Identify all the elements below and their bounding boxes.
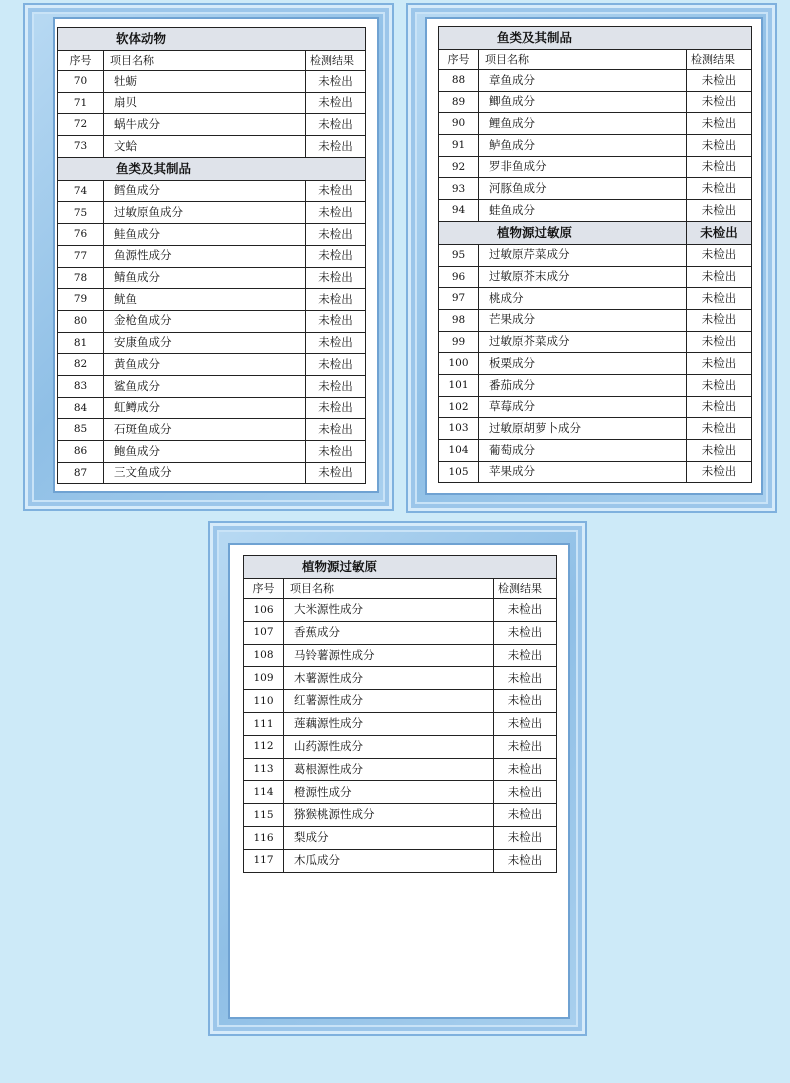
test-result: 未检出 bbox=[306, 267, 366, 289]
test-result: 未检出 bbox=[494, 781, 557, 804]
row-number: 71 bbox=[58, 92, 104, 114]
table-row bbox=[58, 92, 366, 114]
table-row bbox=[58, 202, 366, 224]
test-result: 未检出 bbox=[687, 156, 752, 178]
row-number: 88 bbox=[439, 70, 479, 92]
table-row bbox=[439, 200, 752, 222]
row-number: 109 bbox=[244, 667, 284, 690]
test-result: 未检出 bbox=[687, 418, 752, 440]
test-result: 未检出 bbox=[687, 353, 752, 375]
table-row bbox=[58, 354, 366, 376]
item-name: 过敏原芹菜成分 bbox=[479, 244, 687, 266]
frame-2 bbox=[406, 3, 777, 513]
test-result: 未检出 bbox=[687, 266, 752, 288]
item-name: 鲤鱼成分 bbox=[479, 113, 687, 135]
row-number: 110 bbox=[244, 690, 284, 713]
test-result: 未检出 bbox=[306, 289, 366, 311]
row-number: 99 bbox=[439, 331, 479, 353]
item-name: 木瓜成分 bbox=[284, 849, 494, 872]
test-result: 未检出 bbox=[687, 244, 752, 266]
item-name: 鱼源性成分 bbox=[104, 245, 306, 267]
section-title: 鱼类及其制品 bbox=[439, 27, 752, 50]
table-row bbox=[244, 712, 557, 735]
item-name: 文蛤 bbox=[104, 136, 306, 158]
table-row bbox=[58, 462, 366, 484]
table-row bbox=[439, 113, 752, 135]
item-name: 鲨鱼成分 bbox=[104, 375, 306, 397]
test-result: 未检出 bbox=[306, 462, 366, 484]
item-name: 蛙鱼成分 bbox=[479, 200, 687, 222]
test-result: 未检出 bbox=[306, 397, 366, 419]
row-number: 86 bbox=[58, 441, 104, 463]
test-result: 未检出 bbox=[494, 826, 557, 849]
test-result: 未检出 bbox=[687, 396, 752, 418]
row-number: 74 bbox=[58, 180, 104, 202]
section-title-row bbox=[58, 157, 366, 180]
col-header-result: 检测结果 bbox=[494, 579, 557, 599]
row-number: 76 bbox=[58, 224, 104, 246]
table-row bbox=[439, 396, 752, 418]
test-result: 未检出 bbox=[687, 374, 752, 396]
row-number: 84 bbox=[58, 397, 104, 419]
item-name: 石斑鱼成分 bbox=[104, 419, 306, 441]
item-name: 牡蛎 bbox=[104, 71, 306, 93]
item-name: 梨成分 bbox=[284, 826, 494, 849]
table-row bbox=[58, 310, 366, 332]
test-result: 未检出 bbox=[687, 200, 752, 222]
row-number: 103 bbox=[439, 418, 479, 440]
table-row bbox=[439, 309, 752, 331]
test-result: 未检出 bbox=[494, 667, 557, 690]
table-row bbox=[58, 180, 366, 202]
test-result: 未检出 bbox=[687, 440, 752, 462]
test-result: 未检出 bbox=[494, 804, 557, 827]
row-number: 83 bbox=[58, 375, 104, 397]
item-name: 草莓成分 bbox=[479, 396, 687, 418]
col-header-num: 序号 bbox=[439, 50, 479, 70]
table-row bbox=[58, 289, 366, 311]
test-result: 未检出 bbox=[306, 224, 366, 246]
table-row bbox=[58, 375, 366, 397]
section-title: 软体动物 bbox=[58, 28, 366, 51]
row-number: 108 bbox=[244, 644, 284, 667]
section-title-row bbox=[244, 556, 557, 579]
item-name: 板栗成分 bbox=[479, 353, 687, 375]
test-result: 未检出 bbox=[494, 621, 557, 644]
allergen-table-3 bbox=[243, 555, 557, 873]
row-number: 79 bbox=[58, 289, 104, 311]
row-number: 115 bbox=[244, 804, 284, 827]
test-result: 未检出 bbox=[687, 288, 752, 310]
table-row bbox=[439, 374, 752, 396]
row-number: 81 bbox=[58, 332, 104, 354]
test-result: 未检出 bbox=[306, 180, 366, 202]
test-result: 未检出 bbox=[687, 91, 752, 113]
item-name: 猕猴桃源性成分 bbox=[284, 804, 494, 827]
section-title: 植物源过敏原 bbox=[439, 221, 687, 244]
item-name: 葡萄成分 bbox=[479, 440, 687, 462]
section-result: 未检出 bbox=[687, 221, 752, 244]
test-result: 未检出 bbox=[306, 441, 366, 463]
table-row bbox=[244, 758, 557, 781]
item-name: 金枪鱼成分 bbox=[104, 310, 306, 332]
table-row bbox=[58, 245, 366, 267]
item-name: 鲭鱼成分 bbox=[104, 267, 306, 289]
row-number: 85 bbox=[58, 419, 104, 441]
row-number: 89 bbox=[439, 91, 479, 113]
row-number: 98 bbox=[439, 309, 479, 331]
item-name: 过敏原胡萝卜成分 bbox=[479, 418, 687, 440]
table-row bbox=[439, 288, 752, 310]
col-header-result: 检测结果 bbox=[306, 51, 366, 71]
table-row bbox=[439, 418, 752, 440]
row-number: 107 bbox=[244, 621, 284, 644]
table-row bbox=[439, 135, 752, 157]
test-result: 未检出 bbox=[494, 735, 557, 758]
table-row bbox=[439, 461, 752, 483]
section-title-row bbox=[439, 221, 752, 244]
item-name: 马铃薯源性成分 bbox=[284, 644, 494, 667]
row-number: 87 bbox=[58, 462, 104, 484]
item-name: 过敏原芥菜成分 bbox=[479, 331, 687, 353]
item-name: 黄鱼成分 bbox=[104, 354, 306, 376]
item-name: 桃成分 bbox=[479, 288, 687, 310]
test-result: 未检出 bbox=[306, 92, 366, 114]
table-row bbox=[58, 397, 366, 419]
table-row bbox=[439, 91, 752, 113]
row-number: 101 bbox=[439, 374, 479, 396]
col-header-num: 序号 bbox=[58, 51, 104, 71]
row-number: 72 bbox=[58, 114, 104, 136]
table-row bbox=[58, 332, 366, 354]
table-row bbox=[244, 826, 557, 849]
test-result: 未检出 bbox=[494, 712, 557, 735]
test-result: 未检出 bbox=[494, 644, 557, 667]
item-name: 鲫鱼成分 bbox=[479, 91, 687, 113]
test-result: 未检出 bbox=[306, 375, 366, 397]
test-result: 未检出 bbox=[494, 690, 557, 713]
item-name: 安康鱼成分 bbox=[104, 332, 306, 354]
item-name: 番茄成分 bbox=[479, 374, 687, 396]
table-row bbox=[439, 266, 752, 288]
table-row bbox=[244, 849, 557, 872]
paper-sheet-2 bbox=[427, 19, 761, 493]
column-header-row bbox=[244, 579, 557, 599]
test-result: 未检出 bbox=[494, 758, 557, 781]
item-name: 鱿鱼 bbox=[104, 289, 306, 311]
col-header-name: 项目名称 bbox=[104, 51, 306, 71]
row-number: 106 bbox=[244, 599, 284, 622]
row-number: 100 bbox=[439, 353, 479, 375]
item-name: 苹果成分 bbox=[479, 461, 687, 483]
table-row bbox=[58, 71, 366, 93]
item-name: 章鱼成分 bbox=[479, 70, 687, 92]
table-row bbox=[58, 114, 366, 136]
test-result: 未检出 bbox=[494, 599, 557, 622]
table-row bbox=[58, 267, 366, 289]
test-result: 未检出 bbox=[306, 245, 366, 267]
frame-3 bbox=[208, 521, 587, 1036]
row-number: 91 bbox=[439, 135, 479, 157]
row-number: 113 bbox=[244, 758, 284, 781]
col-header-name: 项目名称 bbox=[479, 50, 687, 70]
row-number: 102 bbox=[439, 396, 479, 418]
table-row bbox=[244, 781, 557, 804]
test-result: 未检出 bbox=[306, 354, 366, 376]
test-result: 未检出 bbox=[687, 178, 752, 200]
test-result: 未检出 bbox=[687, 135, 752, 157]
table-row bbox=[244, 690, 557, 713]
section-title: 植物源过敏原 bbox=[244, 556, 557, 579]
item-name: 过敏原芥末成分 bbox=[479, 266, 687, 288]
row-number: 112 bbox=[244, 735, 284, 758]
paper-sheet-1 bbox=[55, 19, 377, 491]
section-title: 鱼类及其制品 bbox=[58, 157, 366, 180]
table-row bbox=[244, 621, 557, 644]
section-title-row bbox=[439, 27, 752, 50]
row-number: 90 bbox=[439, 113, 479, 135]
item-name: 三文鱼成分 bbox=[104, 462, 306, 484]
row-number: 75 bbox=[58, 202, 104, 224]
row-number: 93 bbox=[439, 178, 479, 200]
test-result: 未检出 bbox=[306, 419, 366, 441]
row-number: 117 bbox=[244, 849, 284, 872]
test-result: 未检出 bbox=[687, 70, 752, 92]
table-row bbox=[439, 244, 752, 266]
row-number: 82 bbox=[58, 354, 104, 376]
row-number: 73 bbox=[58, 136, 104, 158]
row-number: 77 bbox=[58, 245, 104, 267]
table-row bbox=[439, 353, 752, 375]
test-result: 未检出 bbox=[687, 113, 752, 135]
row-number: 80 bbox=[58, 310, 104, 332]
col-header-result: 检测结果 bbox=[687, 50, 752, 70]
allergen-table-2 bbox=[438, 26, 752, 483]
table-row bbox=[58, 136, 366, 158]
col-header-num: 序号 bbox=[244, 579, 284, 599]
item-name: 鲍鱼成分 bbox=[104, 441, 306, 463]
table-row bbox=[439, 440, 752, 462]
item-name: 鳕鱼成分 bbox=[104, 180, 306, 202]
row-number: 96 bbox=[439, 266, 479, 288]
item-name: 红薯源性成分 bbox=[284, 690, 494, 713]
item-name: 大米源性成分 bbox=[284, 599, 494, 622]
table-row bbox=[439, 331, 752, 353]
row-number: 105 bbox=[439, 461, 479, 483]
item-name: 过敏原鱼成分 bbox=[104, 202, 306, 224]
table-row bbox=[244, 804, 557, 827]
table-row bbox=[439, 70, 752, 92]
test-result: 未检出 bbox=[306, 202, 366, 224]
item-name: 鲈鱼成分 bbox=[479, 135, 687, 157]
item-name: 虹鳟成分 bbox=[104, 397, 306, 419]
table-row bbox=[244, 667, 557, 690]
item-name: 香蕉成分 bbox=[284, 621, 494, 644]
row-number: 116 bbox=[244, 826, 284, 849]
item-name: 罗非鱼成分 bbox=[479, 156, 687, 178]
row-number: 95 bbox=[439, 244, 479, 266]
table-row bbox=[58, 224, 366, 246]
item-name: 扇贝 bbox=[104, 92, 306, 114]
item-name: 木薯源性成分 bbox=[284, 667, 494, 690]
test-result: 未检出 bbox=[306, 71, 366, 93]
row-number: 104 bbox=[439, 440, 479, 462]
test-result: 未检出 bbox=[306, 332, 366, 354]
test-result: 未检出 bbox=[687, 461, 752, 483]
row-number: 97 bbox=[439, 288, 479, 310]
row-number: 114 bbox=[244, 781, 284, 804]
row-number: 111 bbox=[244, 712, 284, 735]
section-title-row bbox=[58, 28, 366, 51]
table-row bbox=[58, 419, 366, 441]
test-result: 未检出 bbox=[687, 309, 752, 331]
row-number: 94 bbox=[439, 200, 479, 222]
table-row bbox=[244, 735, 557, 758]
table-row bbox=[439, 156, 752, 178]
row-number: 78 bbox=[58, 267, 104, 289]
test-result: 未检出 bbox=[687, 331, 752, 353]
table-row bbox=[244, 644, 557, 667]
paper-sheet-3 bbox=[230, 545, 568, 1017]
frame-1 bbox=[23, 3, 394, 511]
item-name: 山药源性成分 bbox=[284, 735, 494, 758]
table-row bbox=[439, 178, 752, 200]
allergen-table-1 bbox=[57, 27, 366, 484]
test-result: 未检出 bbox=[306, 310, 366, 332]
row-number: 70 bbox=[58, 71, 104, 93]
item-name: 橙源性成分 bbox=[284, 781, 494, 804]
item-name: 鲑鱼成分 bbox=[104, 224, 306, 246]
test-result: 未检出 bbox=[306, 136, 366, 158]
test-result: 未检出 bbox=[306, 114, 366, 136]
column-header-row bbox=[439, 50, 752, 70]
row-number: 92 bbox=[439, 156, 479, 178]
table-row bbox=[58, 441, 366, 463]
item-name: 芒果成分 bbox=[479, 309, 687, 331]
column-header-row bbox=[58, 51, 366, 71]
item-name: 河豚鱼成分 bbox=[479, 178, 687, 200]
col-header-name: 项目名称 bbox=[284, 579, 494, 599]
item-name: 莲藕源性成分 bbox=[284, 712, 494, 735]
item-name: 蜗牛成分 bbox=[104, 114, 306, 136]
test-result: 未检出 bbox=[494, 849, 557, 872]
table-row bbox=[244, 599, 557, 622]
item-name: 葛根源性成分 bbox=[284, 758, 494, 781]
